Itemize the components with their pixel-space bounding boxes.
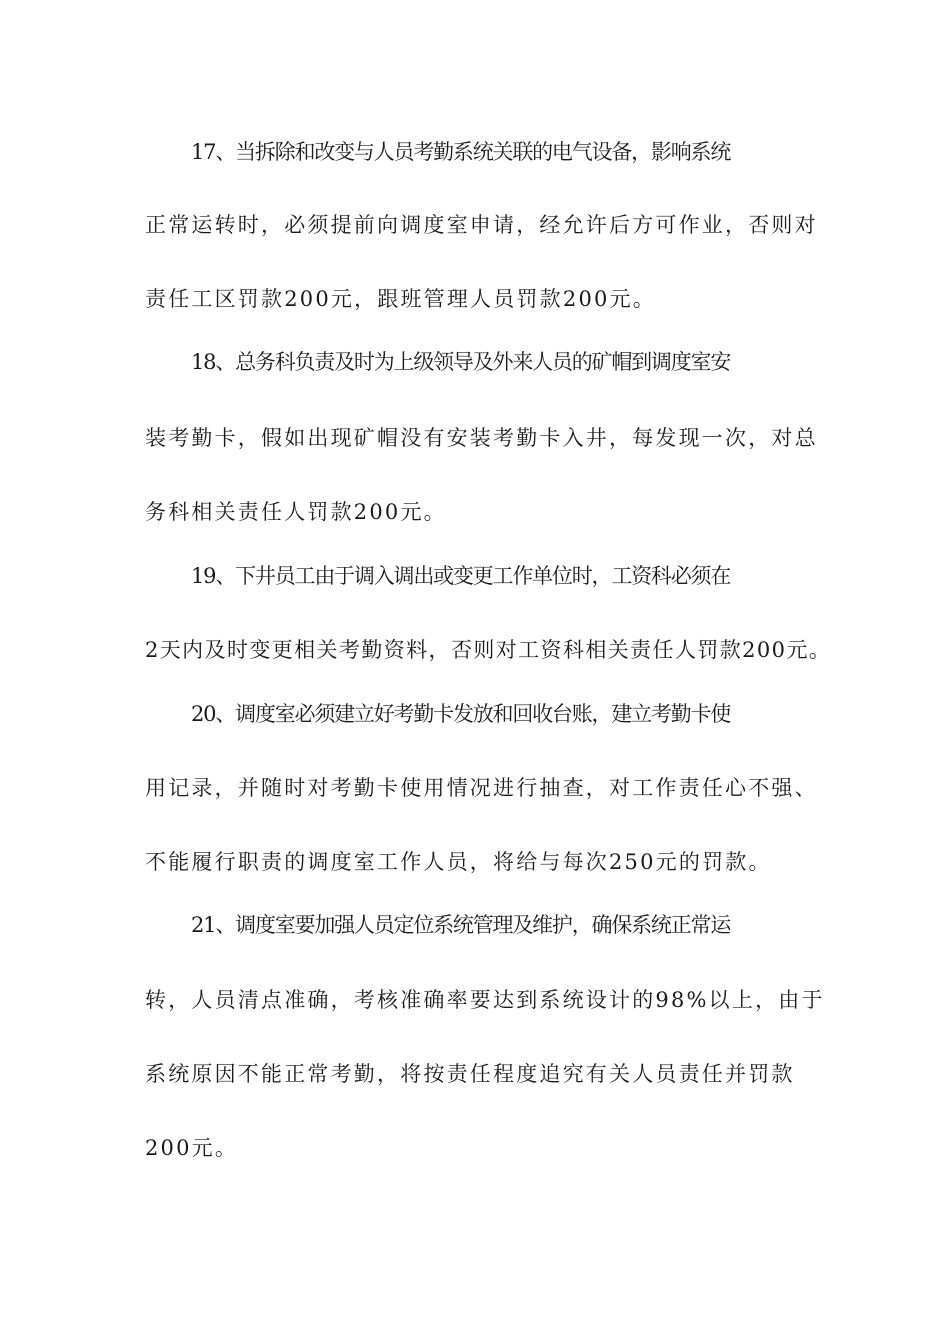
paragraph-21-line-1: 21、调度室要加强人员定位系统管理及维护，确保系统正常运: [191, 913, 731, 937]
paragraph-21-line-4: 200元。: [145, 1136, 239, 1160]
paragraph-18-line-3: 务科相关责任人罚款200元。: [145, 500, 447, 524]
paragraph-20-line-2: 用记录，并随时对考勤卡使用情况进行抽查，对工作责任心不强、: [145, 776, 818, 800]
paragraph-17-line-1: 17、当拆除和改变与人员考勤系统关联的电气设备，影响系统: [191, 140, 731, 164]
paragraph-18-line-1: 18、总务科负责及时为上级领导及外来人员的矿帽到调度室安: [191, 350, 731, 374]
paragraph-17-line-2: 正常运转时，必须提前向调度室申请，经允许后方可作业，否则对: [145, 213, 818, 237]
paragraph-19-line-2: 2天内及时变更相关考勤资料，否则对工资科相关责任人罚款200元。: [145, 638, 832, 662]
paragraph-17-line-3: 责任工区罚款200元，跟班管理人员罚款200元。: [145, 287, 656, 311]
paragraph-18-line-2: 装考勤卡，假如出现矿帽没有安装考勤卡入井，每发现一次，对总: [145, 426, 818, 450]
paragraph-20-line-3: 不能履行职责的调度室工作人员，将给与每次250元的罚款。: [145, 850, 772, 874]
paragraph-21-line-3: 系统原因不能正常考勤，将按责任程度追究有关人员责任并罚款: [145, 1062, 795, 1086]
paragraph-21-line-2: 转，人员清点准确，考核准确率要达到系统设计的98%以上，由于: [145, 988, 825, 1012]
paragraph-20-line-1: 20、调度室必须建立好考勤卡发放和回收台账，建立考勤卡使: [191, 702, 731, 726]
paragraph-19-line-1: 19、下井员工由于调入调出或变更工作单位时，工资科必须在: [191, 564, 731, 588]
